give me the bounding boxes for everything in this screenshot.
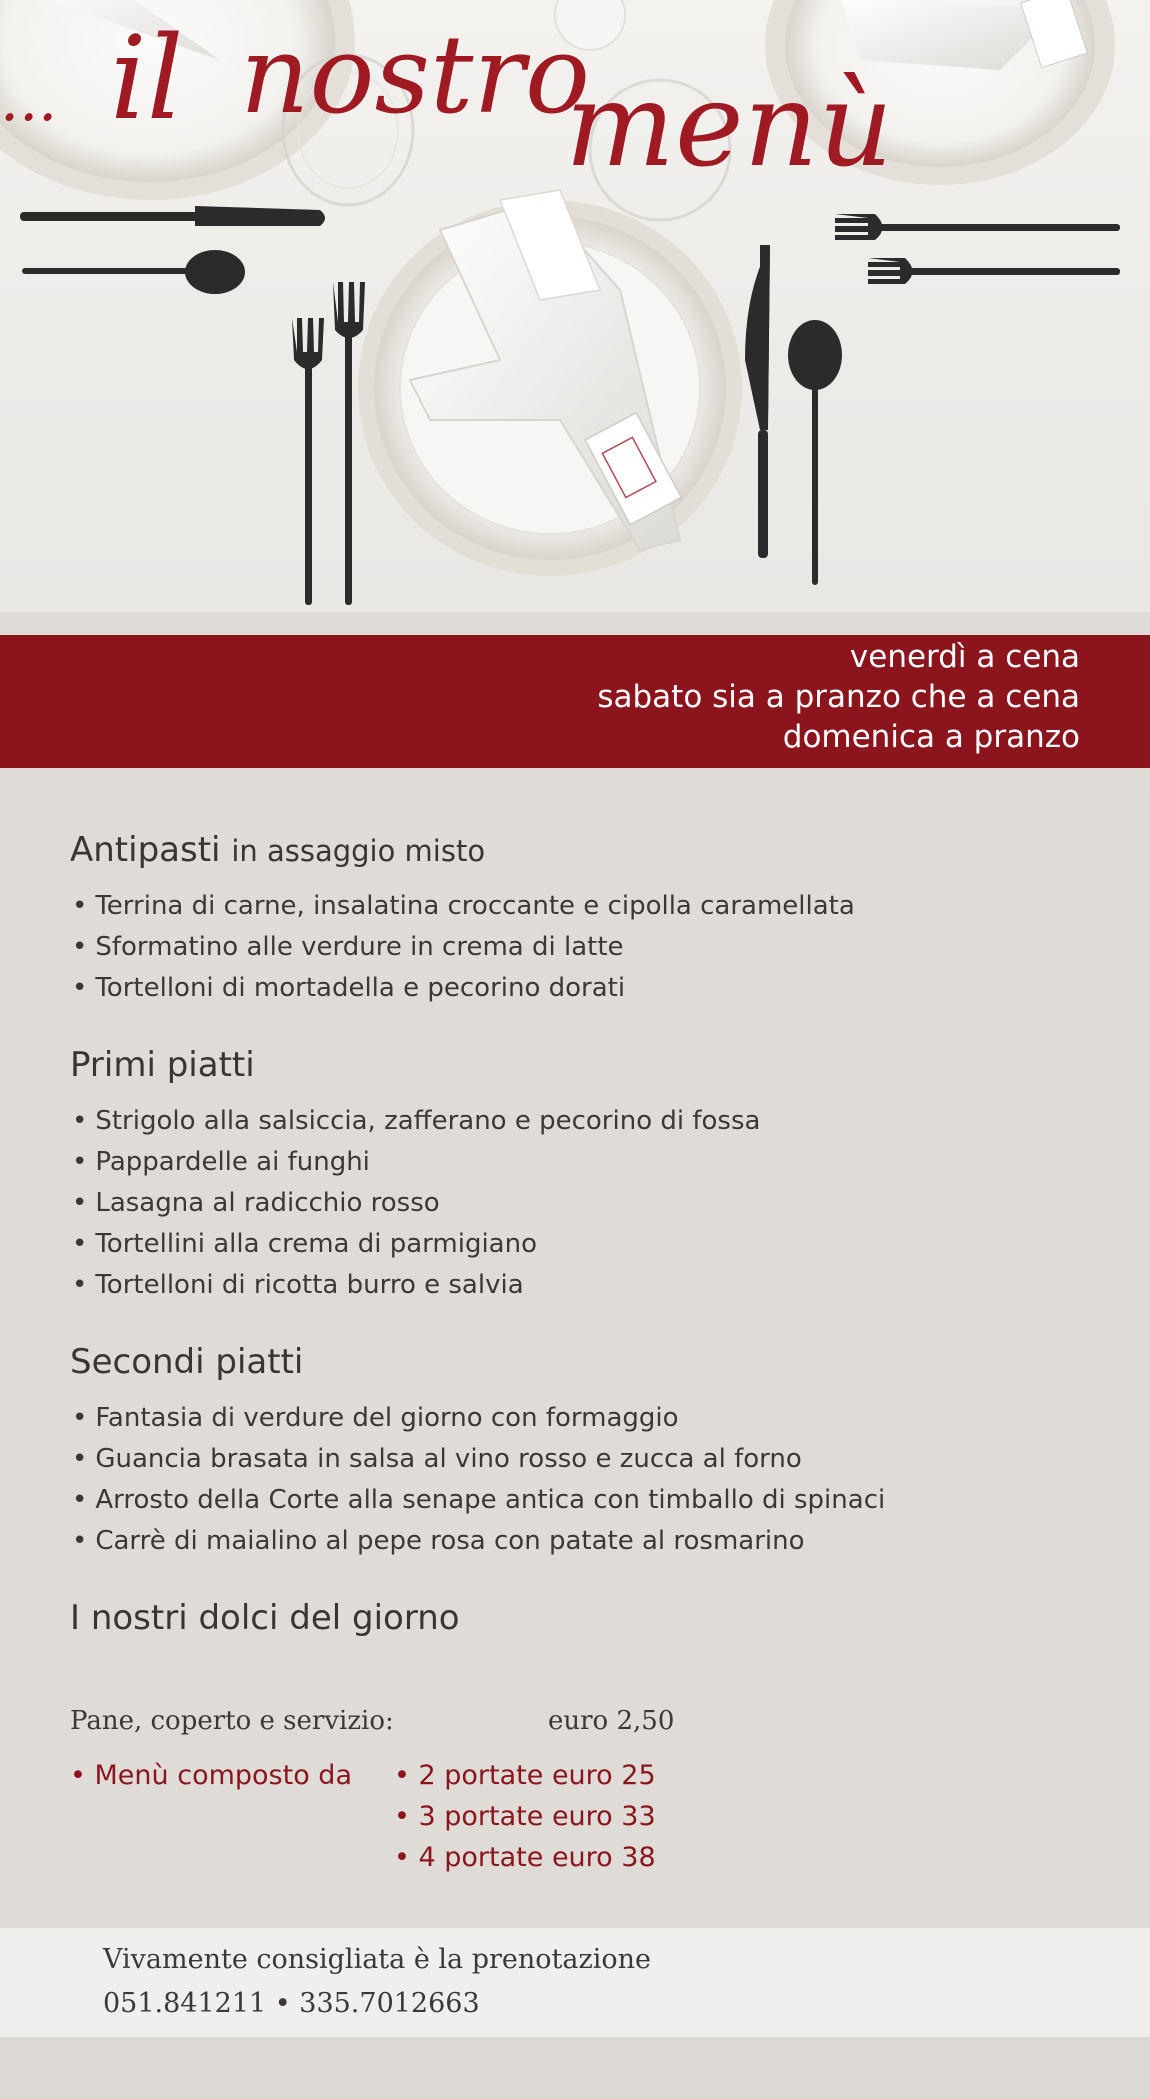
bottom-strip — [0, 2037, 1150, 2099]
menu-item: • Sformatino alle verdure in crema di latte — [72, 932, 624, 962]
menu-item: • Tortelloni di mortadella e pecorino dorati — [72, 973, 626, 1003]
cover-charge-price: euro 2,50 — [548, 1706, 675, 1736]
section-title-dolci: I nostri dolci del giorno — [70, 1598, 460, 1638]
reservation-note: Vivamente consigliata è la prenotazione — [103, 1944, 651, 1975]
cover-charge-label: Pane, coperto e servizio: — [70, 1706, 394, 1736]
antipasti-title: Antipasti — [70, 830, 221, 870]
menu-title — [0, 0, 1130, 190]
schedule-line-saturday: sabato sia a pranzo che a cena — [597, 679, 1080, 715]
section-title-secondi: Secondi piatti — [70, 1342, 304, 1382]
menu-composition-label: • Menù composto da — [70, 1760, 352, 1791]
menu-item: • Strigolo alla salsiccia, zafferano e pecorino di fossa — [72, 1106, 761, 1136]
menu-item: • Terrina di carne, insalatina croccante e cipolla caramellata — [72, 891, 855, 921]
menu-option-3-courses: • 3 portate euro 33 — [394, 1801, 656, 1832]
menu-option-2-courses: • 2 portate euro 25 — [394, 1760, 656, 1791]
schedule-line-friday: venerdì a cena — [849, 639, 1080, 675]
title-word-il: il — [110, 12, 184, 146]
antipasti-subtitle: in assaggio misto — [231, 834, 486, 868]
phone-numbers: 051.841211 • 335.7012663 — [103, 1988, 480, 2019]
menu-item: • Pappardelle ai funghi — [72, 1147, 370, 1177]
reservation-footer — [0, 1928, 1150, 2037]
menu-item: • Fantasia di verdure del giorno con formaggio — [72, 1403, 679, 1433]
plate-center — [358, 190, 742, 576]
hero-photo — [0, 0, 1150, 612]
menu-content — [0, 790, 1150, 1928]
title-word-menu: menù — [565, 58, 894, 190]
title-word-nostro: nostro — [240, 13, 591, 138]
menu-item: • Tortellini alla crema di parmigiano — [72, 1229, 538, 1259]
title-prefix: ... — [0, 65, 58, 135]
menu-option-4-courses: • 4 portate euro 38 — [394, 1842, 656, 1873]
menu-item: • Arrosto della Corte alla senape antica con timballo di spinaci — [72, 1485, 886, 1515]
menu-item: • Lasagna al radicchio rosso — [72, 1188, 440, 1218]
menu-item: • Carrè di maialino al pepe rosa con patate al rosmarino — [72, 1526, 805, 1556]
menu-item: • Guancia brasata in salsa al vino rosso e zucca al forno — [72, 1444, 802, 1474]
section-title-primi: Primi piatti — [70, 1045, 255, 1085]
menu-item: • Tortelloni di ricotta burro e salvia — [72, 1270, 524, 1300]
schedule-line-sunday: domenica a pranzo — [782, 719, 1080, 755]
section-title-antipasti — [70, 830, 485, 870]
schedule-band — [0, 635, 1150, 768]
